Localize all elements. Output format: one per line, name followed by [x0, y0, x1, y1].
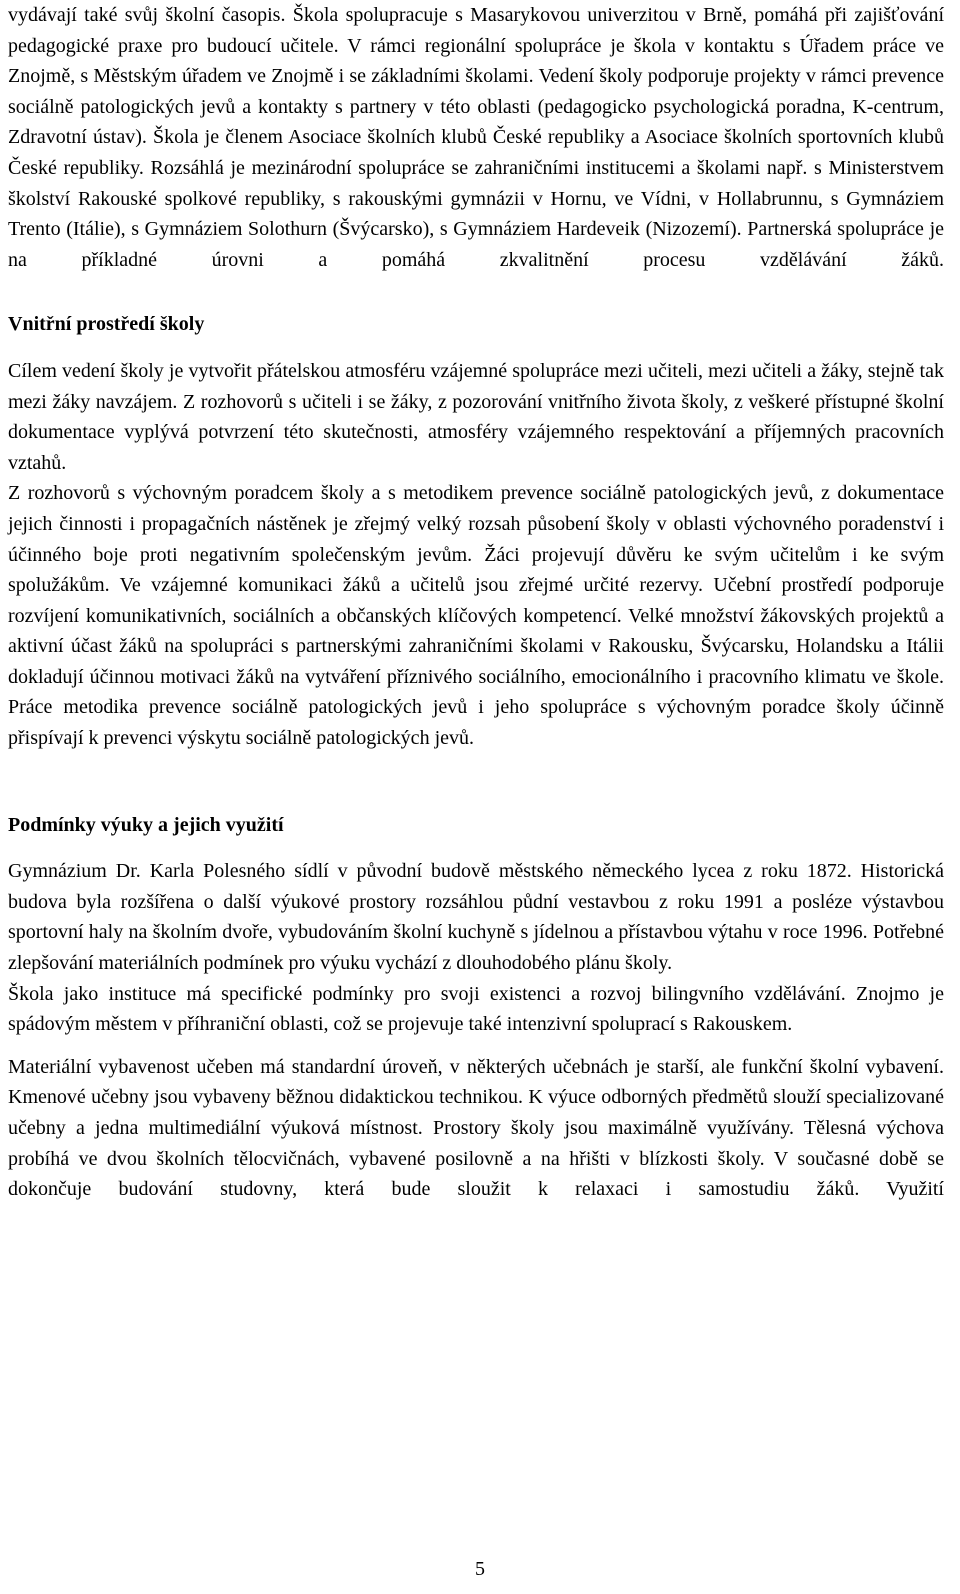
- document-page: [8, 0, 944, 1205]
- intro-paragraph: vydávají také svůj školní časopis. Škola spolupracuje s Masarykovou univerzitou v Brně, pomáhá při zajišťování pedagogické praxe pro budoucí učitele. V rámci regionální spolupráce je škola v kontaktu s Úřadem práce ve Znojmě, s Městským úřadem ve Znojmě i se základními školami. Vedení školy podporuje projekty v rámci prevence sociálně patologických jevů a kontakty s partnery v této oblasti (pedagogicko psychologická poradna, K-centrum, Zdravotní ústav). Škola je členem Asociace školních klubů České republiky a Asociace školních sportovních klubů České republiky. Rozsáhlá je mezinárodní spolupráce se zahraničními institucemi a školami např. s Ministerstvem školství Rakouské spolkové republiky, s rakouskými gymnázii v Hornu, ve Vídni, v Hollabrunnu, s Gymnáziem Trento (Itálie), s Gymnáziem Solothurn (Švýcarsko), s Gymnáziem Hardeveik (Nizozemí). Partnerská spolupráce je na příkladné úrovni a pomáhá zkvalitnění procesu vzdělávání žáků.: [8, 4, 944, 271]
- paragraph: Z rozhovorů s výchovným poradcem školy a s metodikem prevence sociálně patologických jevů, z dokumentace jejich činnosti i propagačních nástěnek je zřejmý velký rozsah působení školy v oblasti výchovného poradenství i účinného boje proti negativním společenským jevům. Žáci projevují důvěru ke svým učitelům i ke svým spolužákům. Ve vzájemné komunikaci žáků a učitelů jsou zřejmé určité rezervy. Učební prostředí podporuje rozvíjení komunikativních, sociálních a občanských klíčových kompetencí. Velké množství žákovských projektů a aktivní účast žáků na spolupráci s partnerskými zahraničními školami v Rakousku, Švýcarsku, Holandsku a Itálii dokladují účinnou motivaci žáků na vytváření příznivého sociálního, emocionálního i pracovního klimatu ve škole. Práce metodika prevence sociálně patologických jevů i jeho spolupráce s výchovným poradce školy účinně přispívají k prevenci výskytu sociálně patologických jevů.: [8, 482, 944, 750]
- spacer: [8, 840, 944, 856]
- spacer: [8, 754, 944, 810]
- section-heading-teaching-conditions: Podmínky výuky a jejich využití: [8, 813, 284, 836]
- spacer: [8, 340, 944, 356]
- spacer: [8, 1040, 944, 1052]
- spacer: [8, 275, 944, 309]
- section-heading-inner-environment: Vnitřní prostředí školy: [8, 313, 205, 336]
- paragraph: Materiální vybavenost učeben má standardní úroveň, v některých učebnách je starší, ale funkční školní vybavení. Kmenové učebny jsou vybaveny běžnou didaktickou technikou. K výuce odborných předmětů slouží specializované učebny a jedna multimediální výuková místnost. Prostory školy jsou maximálně využívány. Tělesná výchova probíhá ve dvou školních tělocvičnách, vybavené posilovně a na hřišti v blízkosti školy. V současné době se dokončuje budování studovny, která bude sloužit k relaxaci i samostudiu žáků. Využití: [8, 1055, 944, 1201]
- page-number: 5: [475, 1558, 485, 1580]
- paragraph: Gymnázium Dr. Karla Polesného sídlí v původní budově městského německého lycea z roku 1872. Historická budova byla rozšířena o další výukové prostory rozsáhlou půdní vestavbou z roku 1991 a posléze výstavbou sportovní haly na školním dvoře, vybudováním školní kuchyně s jídelnou a přístavbou výtahu v roce 1996. Potřebné zlepšování materiálních podmínek pro výuku vychází z dlouhodobého plánu školy.: [8, 860, 944, 975]
- paragraph: Cílem vedení školy je vytvořit přátelskou atmosféru vzájemné spolupráce mezi učiteli, mezi učiteli a žáky, stejně tak mezi žáky navzájem. Z rozhovorů s učiteli i se žáky, z pozorování vnitřního života školy, z veškeré přístupné školní dokumentace vyplývá potvrzení této skutečnosti, atmosféry vzájemného respektování a příjemných pracovních vztahů.: [8, 359, 944, 474]
- paragraph: Škola jako instituce má specifické podmínky pro svoji existenci a rozvoj bilingvního vzdělávání. Znojmo je spádovým městem v příhraniční oblasti, což se projevuje také intenzivní spoluprací s Rakouskem.: [8, 982, 944, 1036]
